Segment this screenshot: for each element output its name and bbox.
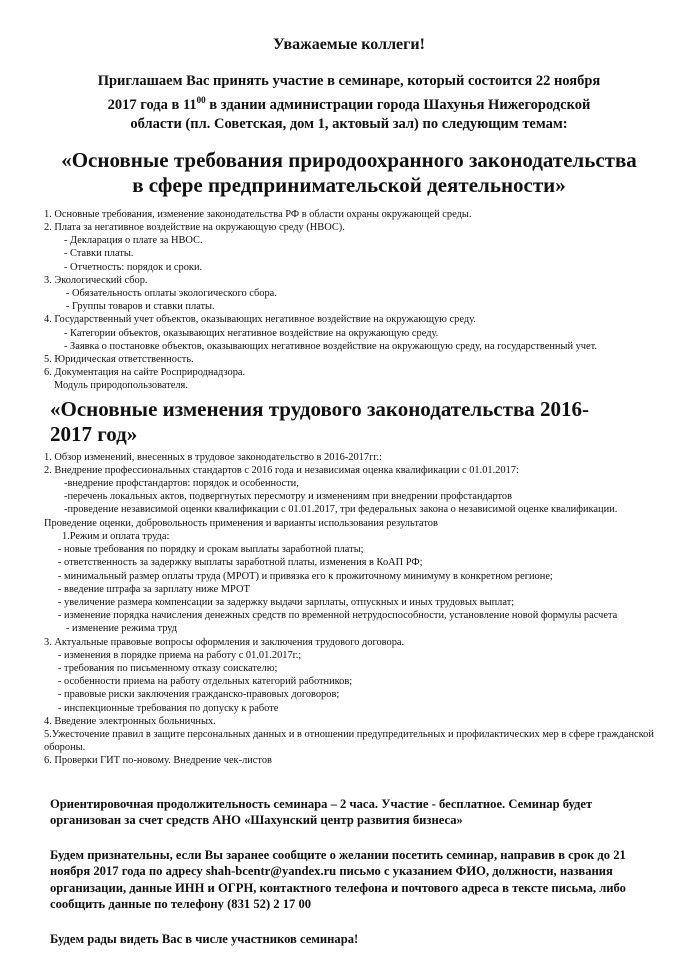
list-item: Проведение оценки, добровольность применения и варианты использования результатов bbox=[44, 517, 438, 529]
list-subitem: - введение штрафа за зарплату ниже МРОТ bbox=[58, 583, 250, 595]
invitation-line-2 bbox=[44, 91, 654, 115]
list-item: 6. Проверки ГИТ по-новому. Внедрение чек-листов bbox=[44, 755, 272, 767]
list-subitem: - ответственность за задержку выплаты заработной платы, изменения в КоАП РФ; bbox=[58, 557, 423, 569]
closing-line: Будем рады видеть Вас в числе участников семинара! bbox=[50, 931, 359, 946]
topic-1-list bbox=[44, 208, 654, 393]
topic-2-title-line-1: «Основные изменения трудового законодательства 2016- bbox=[50, 396, 590, 421]
duration-paragraph: Ориентировочная продолжительность семинара – 2 часа. Участие - бесплатное. Семинар будет организован за счет средств АНО «Шахунский центр развития бизнеса» bbox=[50, 796, 593, 828]
list-subitem: - Отчетность: порядок и сроки. bbox=[64, 261, 203, 273]
greeting: Уважаемые коллеги! bbox=[273, 36, 425, 53]
list-subitem: -перечень локальных актов, подвергнутых пересмотру и изменениям при внедрении профстандартов bbox=[64, 491, 513, 503]
list-item-continuation: Модуль природопользователя. bbox=[54, 380, 188, 392]
list-subitem: - Ставки платы. bbox=[64, 248, 134, 260]
list-item: 4. Введение электронных больничных. bbox=[44, 715, 216, 727]
list-subitem: - увеличение размера компенсации за задержку выдачи зарплаты, отпускных и иных трудовых выплат; bbox=[58, 596, 515, 608]
list-subitem: - изменение режима труд bbox=[66, 623, 178, 635]
topic-2-list bbox=[44, 451, 654, 768]
list-subitem: - Категории объектов, оказывающих негативное воздействие на окружающую среду. bbox=[64, 327, 439, 339]
list-item: 5.Ужесточение правил в защите персональных данных и в отношении предупредительных и профилактических мер в сфере гражданской обороны. bbox=[44, 728, 654, 754]
list-subitem: - новые требования по порядку и срокам выплаты заработной платы; bbox=[58, 544, 364, 556]
registration-paragraph: Будем признательны, если Вы заранее сообщите о желании посетить семинар, направив в срок до 21 ноября 2017 года по адресу shah-bcentr@yandex.ru письмо с указанием ФИО, должности, названия организации, данные ИНН и ОГРН, контактного телефона и почтового адреса в тексте письма, либо сообщить данные по телефону (831 52) 2 17 00 bbox=[50, 847, 626, 912]
invitation-paragraph bbox=[44, 72, 654, 134]
list-subitem: - минимальный размер оплаты труда (МРОТ) и привязка его к прожиточному минимуму в конкретном регионе; bbox=[58, 570, 553, 582]
list-subitem: - Группы товаров и ставки платы. bbox=[66, 301, 215, 313]
invitation-line-1: Приглашаем Вас принять участие в семинаре, который состоится 22 ноября bbox=[97, 73, 601, 89]
list-item: 2. Плата за негативное воздействие на окружающую среду (НВОС). bbox=[44, 222, 345, 234]
list-item: 4. Государственный учет объектов, оказывающих негативное воздействие на окружающую среду. bbox=[44, 314, 476, 326]
invitation-venue: в здании администрации города Шахунья Нижегородской bbox=[205, 96, 591, 113]
list-item: 1. Обзор изменений, внесенных в трудовое законодательство в 2016-2017гг.: bbox=[44, 451, 382, 463]
invitation-date: 2017 года в 11 bbox=[107, 96, 197, 113]
list-subheading: 1.Режим и оплата труда: bbox=[62, 530, 170, 542]
list-subitem: -проведение независимой оценки квалификации с 01.01.2017, три федеральных закона о независимой оценке квалификации. bbox=[64, 504, 618, 516]
list-subitem: - Обязательность оплаты экологического сбора. bbox=[66, 288, 277, 300]
topic-1-title bbox=[44, 148, 654, 198]
list-item: 3. Экологический сбор. bbox=[44, 274, 148, 286]
list-subitem: - инспекционные требования по допуску к работе bbox=[58, 702, 279, 714]
list-item: 1. Основные требования, изменение законодательства РФ в области охраны окружающей среды. bbox=[44, 208, 472, 220]
list-item: 2. Внедрение профессиональных стандартов с 2016 года и независимая оценка квалификации с 01.01.2017: bbox=[44, 464, 519, 476]
topic-2-title-line-2: 2017 год» bbox=[50, 421, 138, 446]
list-item: 5. Юридическая ответственность. bbox=[44, 354, 194, 366]
list-subitem: - изменение порядка начисления денежных средств по временной нетрудоспособности, установление новой формулы расчета bbox=[58, 610, 618, 622]
topic-1-title-line-1: «Основные требования природоохранного законодательства bbox=[61, 147, 637, 172]
invitation-line-3: области (пл. Советская, дом 1, актовый зал) по следующим темам: bbox=[130, 115, 568, 132]
invitation-time-minutes: 00 bbox=[196, 95, 206, 105]
topic-2-title bbox=[50, 397, 654, 447]
list-subitem: - изменения в порядке приема на работу с 01.01.2017г.; bbox=[58, 649, 302, 661]
list-subitem: -внедрение профстандартов: порядок и особенности, bbox=[64, 478, 299, 490]
list-subitem: - правовые риски заключения гражданско-правовых договоров; bbox=[58, 689, 340, 701]
list-item: 3. Актуальные правовые вопросы оформления и заключения трудового договора. bbox=[44, 636, 405, 648]
list-subitem: - Декларация о плате за НВОС. bbox=[64, 235, 203, 247]
list-item: 6. Документация на сайте Росприроднадзора. bbox=[44, 367, 246, 379]
list-subitem: - Заявка о постановке объектов, оказывающих негативное воздействие на окружающую среду, на государственный учет. bbox=[64, 340, 597, 352]
list-subitem: - требования по письменному отказу соискателю; bbox=[58, 662, 278, 674]
topic-1-title-line-2: в сфере предпринимательской деятельности» bbox=[132, 172, 566, 197]
list-subitem: - особенности приема на работу отдельных категорий работников; bbox=[58, 676, 353, 688]
